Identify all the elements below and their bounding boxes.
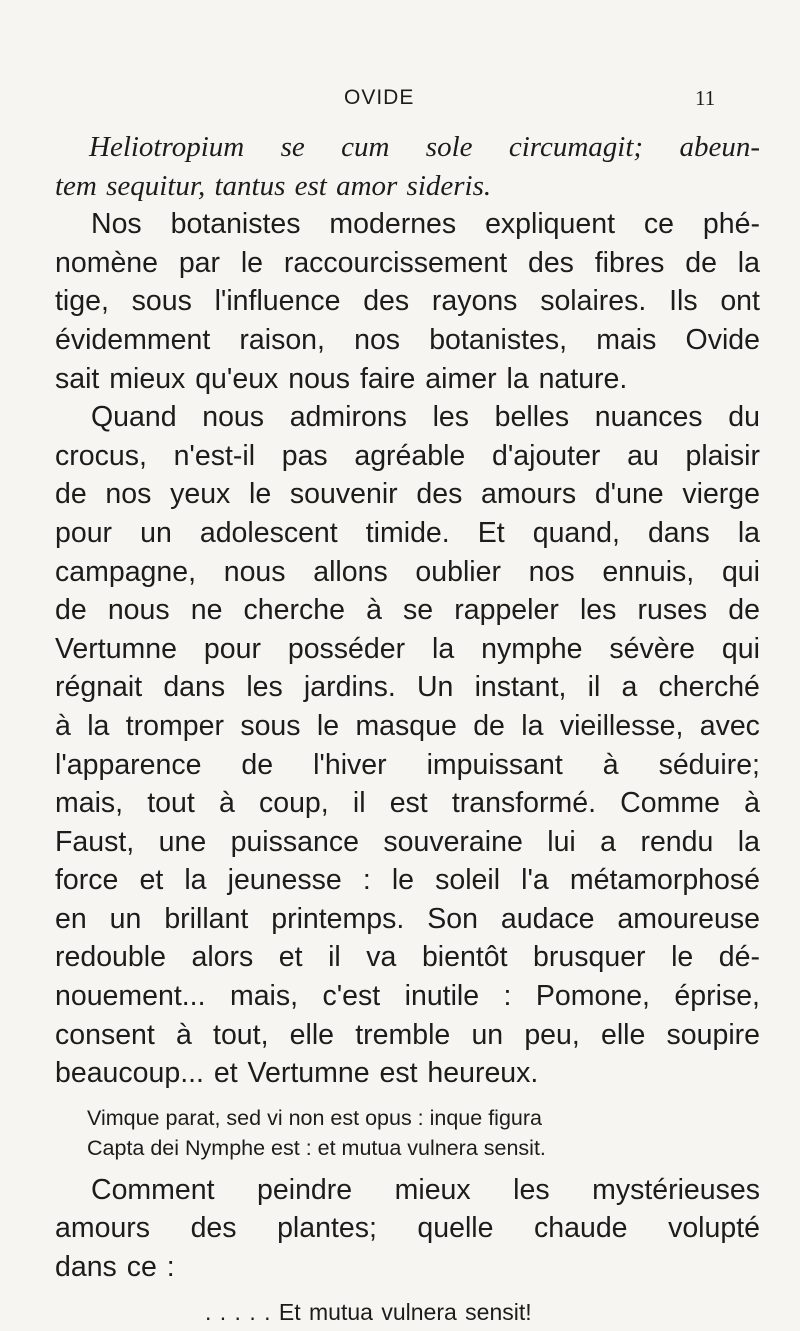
- text-line: évidemment raison, nos botanistes, mais Ovide: [55, 323, 760, 356]
- latin-quote-line: tem sequitur, tantus est amor sideris.: [55, 169, 492, 202]
- text-line: de nous ne cherche à se rappeler les ruses de: [55, 594, 760, 627]
- verse-line: Capta dei Nymphe est : et mutua vulnera sensit.: [87, 1135, 546, 1160]
- text-line: de nos yeux le souvenir des amours d'une vierge: [55, 478, 760, 511]
- text-line: Vertumne pour posséder la nymphe sévère qui: [55, 632, 760, 665]
- text-line: l'apparence de l'hiver impuissant à séduire;: [55, 748, 760, 781]
- running-title: OVIDE: [344, 86, 415, 109]
- text-line: nomène par le raccourcissement des fibres de la: [55, 246, 760, 279]
- text-line: force et la jeunesse : le soleil l'a métamorphosé: [55, 864, 760, 897]
- verse-line: Vimque parat, sed vi non est opus : inque figura: [87, 1105, 542, 1130]
- text-line: crocus, n'est-il pas agréable d'ajouter au plaisir: [55, 439, 760, 472]
- page-number: 11: [695, 86, 716, 110]
- running-head: [0, 86, 800, 110]
- closing-quote: . . . . . Et mutua vulnera sensit!: [205, 1298, 532, 1325]
- verse-quote: [55, 1103, 760, 1163]
- text-line: beaucoup... et Vertumne est heureux.: [55, 1057, 539, 1090]
- text-line: nouement... mais, c'est inutile : Pomone, éprise,: [55, 980, 760, 1013]
- text-line: tige, sous l'influence des rayons solaires. Ils ont: [55, 285, 760, 318]
- text-line: en un brillant printemps. Son audace amoureuse: [55, 902, 760, 935]
- text-line: régnait dans les jardins. Un instant, il a cherché: [55, 671, 760, 704]
- text-line: redouble alors et il va bientôt brusquer le dé-: [55, 941, 760, 974]
- text-line: pour un adolescent timide. Et quand, dans la: [55, 516, 760, 549]
- text-line: consent à tout, elle tremble un peu, elle soupire: [55, 1018, 760, 1051]
- paragraph-2: [55, 398, 760, 1093]
- body-text: [55, 128, 760, 1331]
- text-line: sait mieux qu'eux nous faire aimer la nature.: [55, 362, 628, 395]
- text-line: Comment peindre mieux les mystérieuses: [91, 1173, 760, 1206]
- paragraph-3: [55, 1171, 760, 1287]
- text-line: campagne, nous allons oublier nos ennuis, qui: [55, 555, 760, 588]
- text-line: à la tromper sous le masque de la vieillesse, avec: [55, 709, 760, 742]
- latin-quote-line: Heliotropium se cum sole circumagit; abeun-: [89, 131, 760, 163]
- text-line: Nos botanistes modernes expliquent ce phé-: [91, 208, 760, 241]
- text-line: Quand nous admirons les belles nuances du: [91, 401, 760, 434]
- text-line: amours des plantes; quelle chaude volupté: [55, 1212, 760, 1245]
- text-line: mais, tout à coup, il est transformé. Comme à: [55, 787, 760, 820]
- paragraph-1: [55, 205, 760, 398]
- latin-quote: [55, 128, 760, 205]
- text-line: dans ce :: [55, 1251, 175, 1284]
- text-line: Faust, une puissance souveraine lui a rendu la: [55, 825, 760, 858]
